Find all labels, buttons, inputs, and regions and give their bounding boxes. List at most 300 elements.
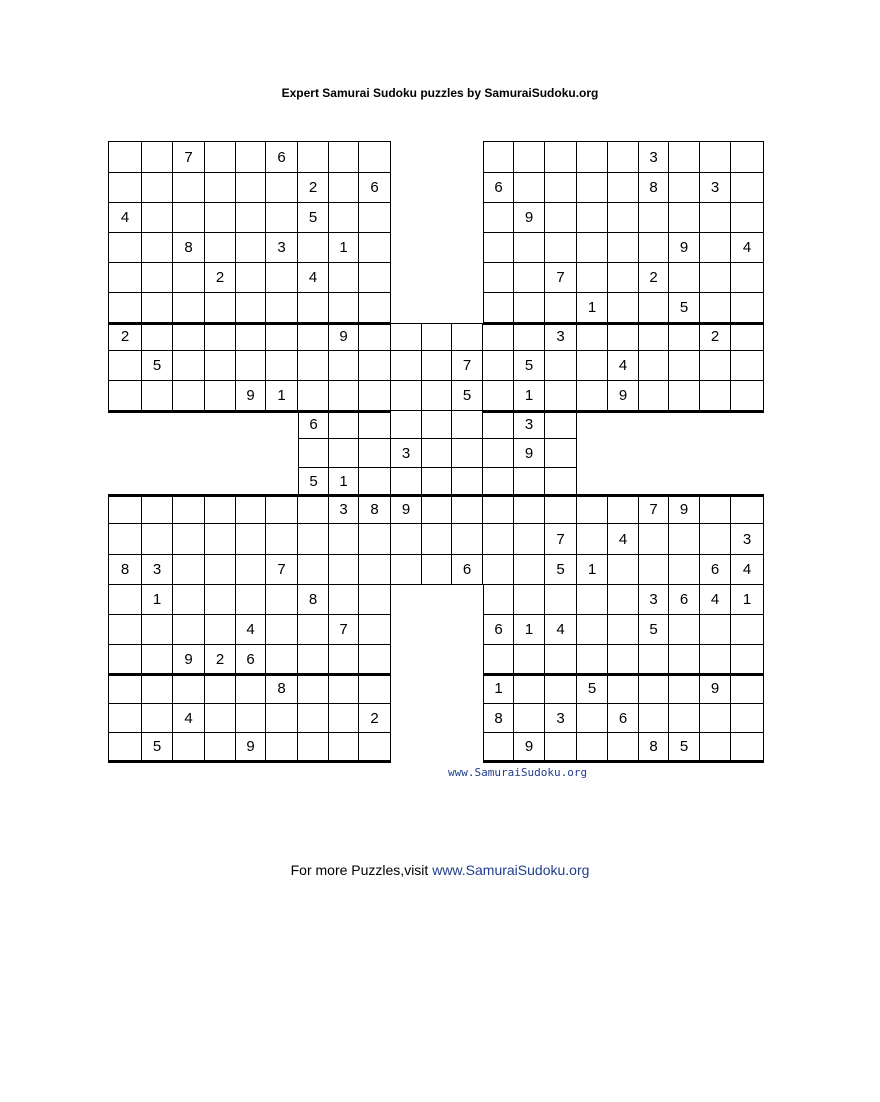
sudoku-cell[interactable]: 6: [483, 173, 514, 203]
sudoku-cell[interactable]: [422, 411, 452, 439]
sudoku-cell[interactable]: 4: [608, 351, 639, 381]
sudoku-cell[interactable]: [669, 203, 700, 233]
sudoku-cell[interactable]: [639, 293, 669, 323]
sudoku-cell[interactable]: 3: [639, 141, 669, 173]
sudoku-cell[interactable]: [731, 173, 764, 203]
sudoku-cell[interactable]: 6: [298, 411, 329, 439]
sudoku-cell[interactable]: [577, 615, 608, 645]
sudoku-cell[interactable]: [422, 555, 452, 585]
sudoku-cell[interactable]: 5: [142, 351, 173, 381]
sudoku-cell[interactable]: [422, 495, 452, 524]
sudoku-cell[interactable]: [452, 524, 483, 555]
sudoku-cell[interactable]: [359, 585, 391, 615]
sudoku-cell[interactable]: [236, 674, 266, 704]
sudoku-cell[interactable]: 9: [608, 381, 639, 411]
sudoku-cell[interactable]: [359, 524, 391, 555]
sudoku-cell[interactable]: [236, 351, 266, 381]
sudoku-cell[interactable]: 9: [514, 733, 545, 761]
sudoku-cell[interactable]: [142, 293, 173, 323]
sudoku-cell[interactable]: [108, 351, 142, 381]
sudoku-cell[interactable]: [669, 645, 700, 674]
sudoku-cell[interactable]: [173, 323, 205, 351]
sudoku-cell[interactable]: [108, 615, 142, 645]
sudoku-cell[interactable]: 2: [359, 704, 391, 733]
sudoku-cell[interactable]: [173, 555, 205, 585]
sudoku-cell[interactable]: [266, 351, 298, 381]
sudoku-cell[interactable]: [577, 645, 608, 674]
sudoku-cell[interactable]: [452, 323, 483, 351]
sudoku-cell[interactable]: [422, 351, 452, 381]
sudoku-cell[interactable]: [391, 351, 422, 381]
sudoku-cell[interactable]: [359, 141, 391, 173]
sudoku-cell[interactable]: 8: [359, 495, 391, 524]
sudoku-cell[interactable]: [298, 495, 329, 524]
sudoku-cell[interactable]: [452, 495, 483, 524]
sudoku-cell[interactable]: [731, 381, 764, 411]
sudoku-cell[interactable]: 2: [298, 173, 329, 203]
sudoku-cell[interactable]: [266, 173, 298, 203]
sudoku-cell[interactable]: [359, 645, 391, 674]
sudoku-cell[interactable]: [205, 555, 236, 585]
sudoku-cell[interactable]: [731, 203, 764, 233]
sudoku-cell[interactable]: [173, 585, 205, 615]
sudoku-cell[interactable]: [545, 468, 577, 495]
sudoku-cell[interactable]: [205, 381, 236, 411]
sudoku-cell[interactable]: [669, 615, 700, 645]
sudoku-cell[interactable]: [731, 293, 764, 323]
sudoku-cell[interactable]: [236, 173, 266, 203]
sudoku-cell[interactable]: 6: [359, 173, 391, 203]
sudoku-cell[interactable]: [608, 173, 639, 203]
sudoku-cell[interactable]: [108, 585, 142, 615]
sudoku-cell[interactable]: [236, 203, 266, 233]
sudoku-cell[interactable]: [329, 585, 359, 615]
sudoku-cell[interactable]: [700, 263, 731, 293]
sudoku-cell[interactable]: [608, 645, 639, 674]
sudoku-cell[interactable]: 3: [391, 439, 422, 468]
sudoku-cell[interactable]: [577, 733, 608, 761]
sudoku-cell[interactable]: [391, 524, 422, 555]
footer-link[interactable]: www.SamuraiSudoku.org: [432, 862, 590, 878]
sudoku-cell[interactable]: [639, 351, 669, 381]
sudoku-cell[interactable]: [514, 141, 545, 173]
sudoku-cell[interactable]: [483, 645, 514, 674]
sudoku-cell[interactable]: [514, 495, 545, 524]
sudoku-cell[interactable]: 4: [545, 615, 577, 645]
sudoku-cell[interactable]: [359, 439, 391, 468]
sudoku-cell[interactable]: [205, 203, 236, 233]
sudoku-cell[interactable]: [700, 381, 731, 411]
sudoku-cell[interactable]: [483, 439, 514, 468]
sudoku-cell[interactable]: [483, 351, 514, 381]
sudoku-cell[interactable]: [669, 141, 700, 173]
sudoku-cell[interactable]: [577, 585, 608, 615]
sudoku-cell[interactable]: 1: [731, 585, 764, 615]
sudoku-cell[interactable]: [236, 524, 266, 555]
sudoku-cell[interactable]: [700, 495, 731, 524]
sudoku-cell[interactable]: [639, 555, 669, 585]
sudoku-cell[interactable]: [298, 524, 329, 555]
sudoku-cell[interactable]: [514, 585, 545, 615]
sudoku-cell[interactable]: 1: [329, 468, 359, 495]
sudoku-cell[interactable]: 8: [298, 585, 329, 615]
sudoku-cell[interactable]: 7: [452, 351, 483, 381]
sudoku-cell[interactable]: [514, 704, 545, 733]
sudoku-cell[interactable]: [514, 293, 545, 323]
sudoku-cell[interactable]: [205, 141, 236, 173]
sudoku-cell[interactable]: [329, 524, 359, 555]
sudoku-cell[interactable]: 3: [731, 524, 764, 555]
sudoku-cell[interactable]: [545, 411, 577, 439]
sudoku-cell[interactable]: [236, 141, 266, 173]
sudoku-cell[interactable]: [266, 323, 298, 351]
sudoku-cell[interactable]: [359, 203, 391, 233]
sudoku-cell[interactable]: 5: [452, 381, 483, 411]
sudoku-cell[interactable]: [266, 615, 298, 645]
sudoku-cell[interactable]: [608, 141, 639, 173]
sudoku-cell[interactable]: 2: [205, 645, 236, 674]
sudoku-cell[interactable]: [483, 555, 514, 585]
sudoku-cell[interactable]: [266, 293, 298, 323]
sudoku-cell[interactable]: [422, 468, 452, 495]
sudoku-cell[interactable]: [514, 645, 545, 674]
sudoku-cell[interactable]: [298, 233, 329, 263]
sudoku-cell[interactable]: [483, 203, 514, 233]
sudoku-cell[interactable]: [329, 645, 359, 674]
sudoku-cell[interactable]: [205, 293, 236, 323]
sudoku-cell[interactable]: 8: [266, 674, 298, 704]
sudoku-cell[interactable]: [669, 674, 700, 704]
sudoku-cell[interactable]: [608, 495, 639, 524]
sudoku-cell[interactable]: [236, 323, 266, 351]
sudoku-cell[interactable]: [608, 233, 639, 263]
sudoku-cell[interactable]: [142, 674, 173, 704]
sudoku-cell[interactable]: [545, 141, 577, 173]
sudoku-cell[interactable]: [205, 233, 236, 263]
sudoku-cell[interactable]: 1: [329, 233, 359, 263]
sudoku-cell[interactable]: [731, 645, 764, 674]
sudoku-cell[interactable]: [329, 674, 359, 704]
sudoku-cell[interactable]: [142, 203, 173, 233]
sudoku-cell[interactable]: [108, 233, 142, 263]
sudoku-cell[interactable]: [608, 203, 639, 233]
sudoku-cell[interactable]: [483, 233, 514, 263]
sudoku-cell[interactable]: [608, 733, 639, 761]
sudoku-cell[interactable]: 7: [173, 141, 205, 173]
sudoku-cell[interactable]: [173, 263, 205, 293]
sudoku-cell[interactable]: 5: [639, 615, 669, 645]
sudoku-cell[interactable]: [514, 173, 545, 203]
sudoku-cell[interactable]: [483, 733, 514, 761]
sudoku-cell[interactable]: [173, 495, 205, 524]
sudoku-cell[interactable]: [700, 351, 731, 381]
sudoku-cell[interactable]: [731, 674, 764, 704]
sudoku-cell[interactable]: [483, 468, 514, 495]
sudoku-cell[interactable]: [142, 524, 173, 555]
sudoku-cell[interactable]: [608, 674, 639, 704]
sudoku-cell[interactable]: 1: [266, 381, 298, 411]
sudoku-cell[interactable]: [329, 263, 359, 293]
sudoku-cell[interactable]: [639, 381, 669, 411]
sudoku-cell[interactable]: [359, 615, 391, 645]
sudoku-cell[interactable]: [108, 263, 142, 293]
sudoku-cell[interactable]: [639, 323, 669, 351]
sudoku-cell[interactable]: [545, 585, 577, 615]
sudoku-cell[interactable]: [731, 733, 764, 761]
sudoku-cell[interactable]: [514, 233, 545, 263]
sudoku-cell[interactable]: [731, 704, 764, 733]
sudoku-cell[interactable]: [669, 173, 700, 203]
sudoku-cell[interactable]: [173, 203, 205, 233]
sudoku-cell[interactable]: [359, 555, 391, 585]
sudoku-cell[interactable]: [669, 323, 700, 351]
sudoku-cell[interactable]: [577, 495, 608, 524]
sudoku-cell[interactable]: [266, 203, 298, 233]
sudoku-cell[interactable]: 1: [142, 585, 173, 615]
sudoku-cell[interactable]: 7: [639, 495, 669, 524]
sudoku-cell[interactable]: [298, 439, 329, 468]
sudoku-cell[interactable]: [608, 555, 639, 585]
sudoku-cell[interactable]: [205, 674, 236, 704]
sudoku-cell[interactable]: [359, 263, 391, 293]
sudoku-cell[interactable]: [298, 141, 329, 173]
sudoku-cell[interactable]: [669, 704, 700, 733]
sudoku-cell[interactable]: [700, 141, 731, 173]
sudoku-cell[interactable]: 9: [669, 233, 700, 263]
sudoku-cell[interactable]: [577, 203, 608, 233]
sudoku-cell[interactable]: [577, 524, 608, 555]
sudoku-cell[interactable]: [142, 615, 173, 645]
sudoku-cell[interactable]: [669, 381, 700, 411]
sudoku-cell[interactable]: 2: [108, 323, 142, 351]
sudoku-cell[interactable]: [173, 351, 205, 381]
sudoku-cell[interactable]: 8: [483, 704, 514, 733]
sudoku-cell[interactable]: [700, 645, 731, 674]
sudoku-cell[interactable]: [608, 293, 639, 323]
sudoku-cell[interactable]: [329, 141, 359, 173]
sudoku-cell[interactable]: 6: [608, 704, 639, 733]
sudoku-cell[interactable]: 8: [108, 555, 142, 585]
sudoku-cell[interactable]: [577, 263, 608, 293]
sudoku-cell[interactable]: [608, 323, 639, 351]
sudoku-cell[interactable]: [422, 323, 452, 351]
sudoku-cell[interactable]: [205, 585, 236, 615]
sudoku-cell[interactable]: [205, 704, 236, 733]
sudoku-cell[interactable]: [108, 733, 142, 761]
sudoku-cell[interactable]: [577, 351, 608, 381]
sudoku-cell[interactable]: 3: [329, 495, 359, 524]
sudoku-cell[interactable]: [329, 203, 359, 233]
sudoku-cell[interactable]: [359, 468, 391, 495]
sudoku-cell[interactable]: [700, 203, 731, 233]
sudoku-cell[interactable]: [298, 323, 329, 351]
sudoku-cell[interactable]: [298, 555, 329, 585]
sudoku-cell[interactable]: [545, 351, 577, 381]
sudoku-cell[interactable]: [700, 293, 731, 323]
sudoku-cell[interactable]: 1: [577, 293, 608, 323]
sudoku-cell[interactable]: [700, 524, 731, 555]
sudoku-cell[interactable]: [359, 411, 391, 439]
sudoku-cell[interactable]: [173, 524, 205, 555]
sudoku-cell[interactable]: [422, 439, 452, 468]
sudoku-cell[interactable]: 7: [266, 555, 298, 585]
sudoku-cell[interactable]: 9: [236, 381, 266, 411]
sudoku-cell[interactable]: 7: [545, 263, 577, 293]
sudoku-cell[interactable]: [545, 173, 577, 203]
sudoku-cell[interactable]: [142, 263, 173, 293]
sudoku-cell[interactable]: [483, 323, 514, 351]
sudoku-cell[interactable]: [329, 704, 359, 733]
sudoku-cell[interactable]: [108, 381, 142, 411]
sudoku-cell[interactable]: [639, 203, 669, 233]
sudoku-cell[interactable]: [669, 263, 700, 293]
sudoku-cell[interactable]: [483, 524, 514, 555]
sudoku-cell[interactable]: [639, 233, 669, 263]
sudoku-cell[interactable]: 3: [266, 233, 298, 263]
sudoku-cell[interactable]: [669, 524, 700, 555]
sudoku-cell[interactable]: [108, 173, 142, 203]
sudoku-cell[interactable]: [731, 263, 764, 293]
sudoku-cell[interactable]: [298, 381, 329, 411]
sudoku-cell[interactable]: 8: [639, 173, 669, 203]
sudoku-cell[interactable]: [577, 381, 608, 411]
sudoku-cell[interactable]: [236, 495, 266, 524]
sudoku-cell[interactable]: [422, 524, 452, 555]
sudoku-cell[interactable]: [514, 555, 545, 585]
sudoku-cell[interactable]: 1: [514, 615, 545, 645]
sudoku-cell[interactable]: [266, 495, 298, 524]
sudoku-cell[interactable]: 8: [173, 233, 205, 263]
sudoku-cell[interactable]: [236, 555, 266, 585]
sudoku-cell[interactable]: [266, 585, 298, 615]
sudoku-cell[interactable]: [298, 645, 329, 674]
sudoku-cell[interactable]: [483, 381, 514, 411]
sudoku-cell[interactable]: [266, 263, 298, 293]
sudoku-cell[interactable]: [359, 323, 391, 351]
sudoku-cell[interactable]: [577, 704, 608, 733]
sudoku-cell[interactable]: [483, 411, 514, 439]
sudoku-cell[interactable]: 7: [545, 524, 577, 555]
sudoku-cell[interactable]: 5: [669, 733, 700, 761]
sudoku-cell[interactable]: 1: [483, 674, 514, 704]
sudoku-cell[interactable]: [108, 674, 142, 704]
sudoku-cell[interactable]: [205, 495, 236, 524]
sudoku-cell[interactable]: [545, 203, 577, 233]
sudoku-cell[interactable]: 6: [669, 585, 700, 615]
sudoku-cell[interactable]: 4: [298, 263, 329, 293]
sudoku-cell[interactable]: [173, 674, 205, 704]
sudoku-cell[interactable]: [266, 733, 298, 761]
sudoku-cell[interactable]: [391, 323, 422, 351]
sudoku-cell[interactable]: [731, 323, 764, 351]
sudoku-cell[interactable]: 5: [577, 674, 608, 704]
sudoku-cell[interactable]: [639, 674, 669, 704]
sudoku-cell[interactable]: [173, 293, 205, 323]
sudoku-cell[interactable]: [142, 645, 173, 674]
sudoku-cell[interactable]: [329, 173, 359, 203]
sudoku-cell[interactable]: [545, 439, 577, 468]
sudoku-cell[interactable]: 4: [731, 233, 764, 263]
sudoku-cell[interactable]: [700, 233, 731, 263]
sudoku-cell[interactable]: 9: [514, 203, 545, 233]
sudoku-cell[interactable]: [731, 351, 764, 381]
sudoku-cell[interactable]: 3: [545, 323, 577, 351]
sudoku-cell[interactable]: [608, 615, 639, 645]
sudoku-cell[interactable]: [173, 615, 205, 645]
sudoku-cell[interactable]: [391, 555, 422, 585]
sudoku-cell[interactable]: [514, 263, 545, 293]
sudoku-cell[interactable]: [205, 173, 236, 203]
sudoku-cell[interactable]: [545, 645, 577, 674]
sudoku-cell[interactable]: [545, 674, 577, 704]
sudoku-cell[interactable]: [700, 704, 731, 733]
sudoku-cell[interactable]: [329, 439, 359, 468]
sudoku-cell[interactable]: [359, 381, 391, 411]
sudoku-cell[interactable]: [669, 555, 700, 585]
sudoku-cell[interactable]: [359, 293, 391, 323]
sudoku-cell[interactable]: 5: [298, 203, 329, 233]
sudoku-cell[interactable]: 1: [577, 555, 608, 585]
sudoku-cell[interactable]: [577, 323, 608, 351]
sudoku-cell[interactable]: [108, 704, 142, 733]
sudoku-cell[interactable]: [577, 173, 608, 203]
sudoku-cell[interactable]: 9: [391, 495, 422, 524]
sudoku-cell[interactable]: [236, 263, 266, 293]
sudoku-cell[interactable]: [298, 674, 329, 704]
sudoku-cell[interactable]: [205, 733, 236, 761]
sudoku-cell[interactable]: [391, 381, 422, 411]
sudoku-cell[interactable]: 9: [700, 674, 731, 704]
sudoku-cell[interactable]: [205, 351, 236, 381]
sudoku-cell[interactable]: [298, 351, 329, 381]
sudoku-cell[interactable]: [142, 173, 173, 203]
sudoku-cell[interactable]: [236, 704, 266, 733]
sudoku-cell[interactable]: 8: [639, 733, 669, 761]
sudoku-cell[interactable]: [731, 141, 764, 173]
sudoku-cell[interactable]: 2: [205, 263, 236, 293]
sudoku-cell[interactable]: [298, 733, 329, 761]
sudoku-cell[interactable]: [545, 733, 577, 761]
sudoku-cell[interactable]: [359, 733, 391, 761]
sudoku-cell[interactable]: [205, 524, 236, 555]
sudoku-cell[interactable]: 9: [173, 645, 205, 674]
sudoku-cell[interactable]: 9: [514, 439, 545, 468]
sudoku-cell[interactable]: [359, 233, 391, 263]
sudoku-cell[interactable]: [142, 323, 173, 351]
sudoku-cell[interactable]: 5: [514, 351, 545, 381]
sudoku-cell[interactable]: [298, 704, 329, 733]
sudoku-cell[interactable]: [608, 263, 639, 293]
sudoku-cell[interactable]: 1: [514, 381, 545, 411]
sudoku-cell[interactable]: 6: [452, 555, 483, 585]
sudoku-cell[interactable]: 4: [236, 615, 266, 645]
sudoku-cell[interactable]: [577, 141, 608, 173]
sudoku-cell[interactable]: [545, 495, 577, 524]
sudoku-cell[interactable]: 2: [700, 323, 731, 351]
sudoku-cell[interactable]: [108, 141, 142, 173]
sudoku-cell[interactable]: [329, 351, 359, 381]
sudoku-cell[interactable]: [108, 524, 142, 555]
sudoku-cell[interactable]: [236, 233, 266, 263]
sudoku-cell[interactable]: 5: [298, 468, 329, 495]
sudoku-cell[interactable]: [639, 524, 669, 555]
sudoku-cell[interactable]: [236, 293, 266, 323]
sudoku-cell[interactable]: 2: [639, 263, 669, 293]
sudoku-cell[interactable]: 6: [700, 555, 731, 585]
sudoku-cell[interactable]: 7: [329, 615, 359, 645]
sudoku-cell[interactable]: [108, 293, 142, 323]
sudoku-cell[interactable]: [298, 293, 329, 323]
